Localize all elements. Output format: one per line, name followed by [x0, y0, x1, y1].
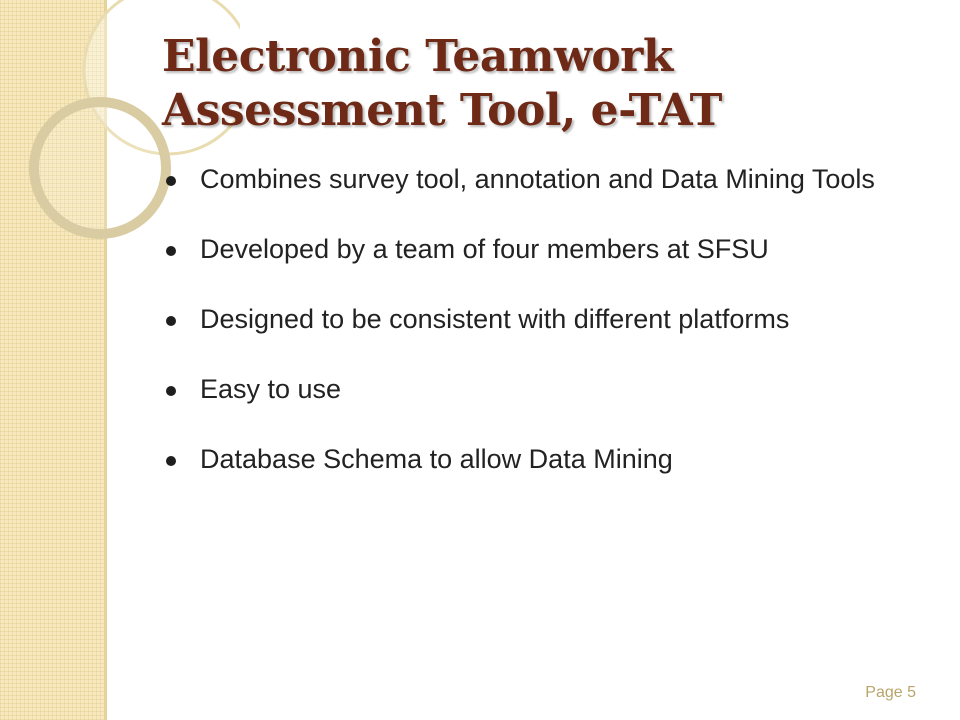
- bullet-dot-icon: [166, 246, 176, 256]
- bullet-text: Developed by a team of four members at SFSU: [200, 234, 769, 264]
- bullet-list: [160, 160, 920, 479]
- slide-title-line-1: Electronic Teamwork: [162, 31, 673, 82]
- page-number: Page 5: [865, 684, 916, 701]
- bullet-item: [160, 440, 920, 479]
- bullet-dot-icon: [166, 386, 176, 396]
- slide-title-line-2: Assessment Tool, e-TAT: [162, 85, 722, 136]
- bullet-text: Easy to use: [200, 374, 342, 404]
- bullet-text: Combines survey tool, annotation and Data Mining Tools: [200, 164, 875, 194]
- bullet-item: [160, 300, 920, 339]
- bullet-dot-icon: [166, 176, 176, 186]
- bullet-dot-icon: [166, 456, 176, 466]
- slide-title: [162, 30, 922, 138]
- bullet-item: [160, 370, 920, 409]
- bullet-text: Database Schema to allow Data Mining: [200, 444, 673, 474]
- bullet-item: [160, 230, 920, 269]
- bullet-dot-icon: [166, 316, 176, 326]
- bullet-item: [160, 160, 920, 199]
- bullet-text: Designed to be consistent with different platforms: [200, 304, 790, 334]
